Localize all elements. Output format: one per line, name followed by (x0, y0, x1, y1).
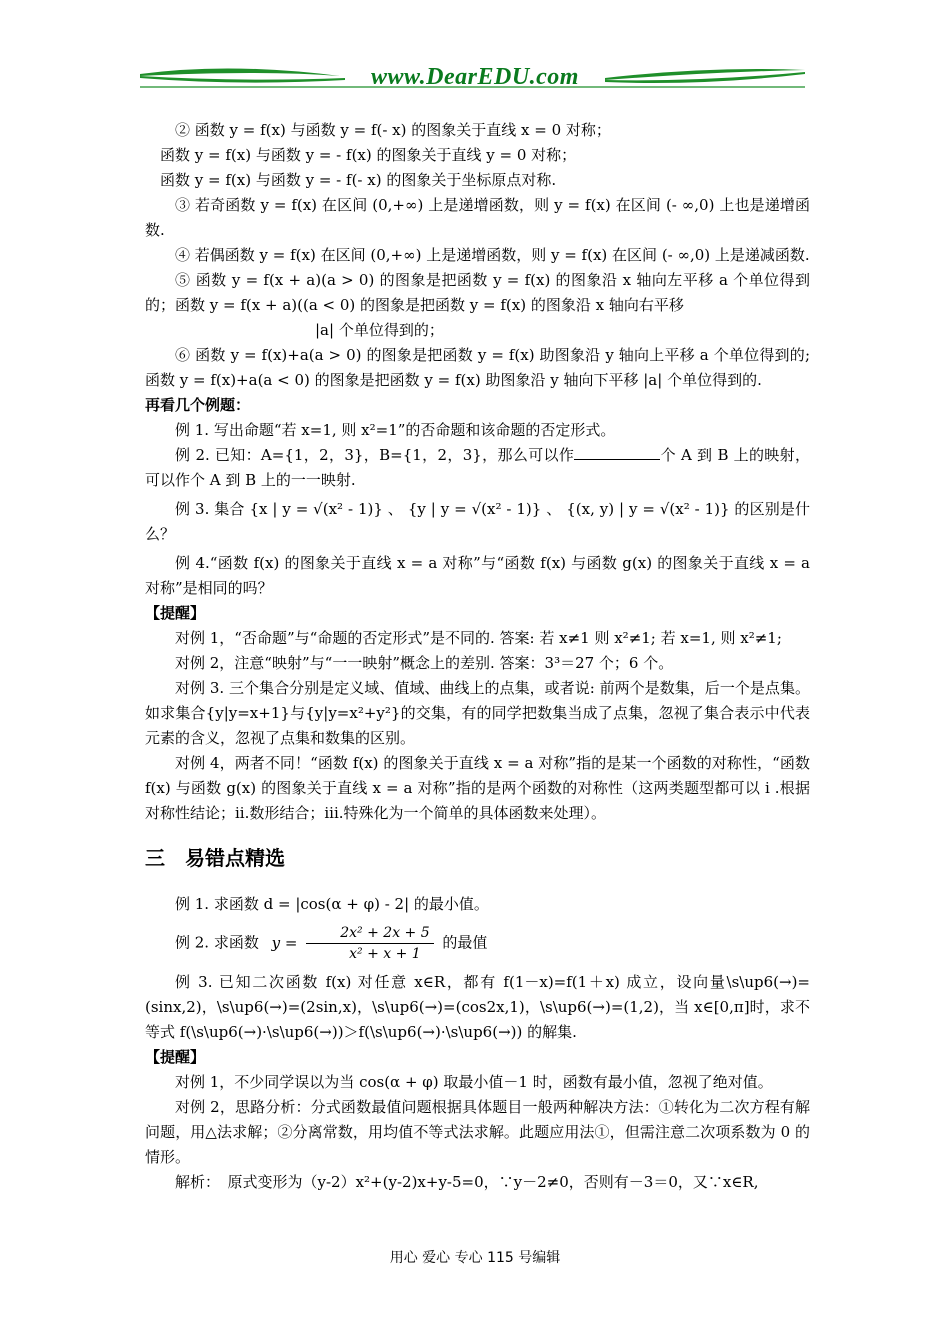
page-header (140, 60, 810, 100)
rule-5-cont: |a| 个单位得到的； (315, 321, 444, 339)
answer-1: 对例 1，不少同学误以为当 cos(α + φ) 取最小值－1 时，函数有最小值，忽视了绝对值。 (175, 1073, 773, 1091)
tip-heading-1: 【提醒】 (145, 604, 206, 622)
tip-heading-2: 【提醒】 (145, 1048, 206, 1066)
answer-blank (574, 445, 660, 460)
example-2-text-b: 个 A 到 B 上的映射，可以作个 A 到 B 上的一一映射. (145, 446, 810, 489)
fraction (306, 923, 433, 964)
rule-2-line-2: 函数 y = f(x) 与函数 y = - f(x) 的图象关于直线 y = 0 对称； (160, 146, 577, 164)
rule-2-line-1: ② 函数 y = f(x) 与函数 y = f(- x) 的图象关于直线 x = 0 对称； (175, 121, 611, 139)
rule-2-line-3: 函数 y = f(x) 与函数 y = - f(- x) 的图象关于坐标原点对称. (160, 171, 557, 189)
example-4: 例 4.“函数 f(x) 的图象关于直线 x = a 对称”与“函数 f(x) 与函数 g(x) 的图象关于直线 x = a 对称”是相同的吗？ (145, 554, 810, 597)
reply-4: 对例 4，两者不同！“函数 f(x) 的图象关于直线 x = a 对称”指的是某一个函数的对称性，“函数 f(x) 与函数 g(x) 的图象关于直线 x = a 对称”指的是两个函数的对称性（这两类题型都可以 i .根据对称性结论；ii.数形结合；iii.特殊化为一个简单的具体函数来处理）。 (145, 754, 810, 822)
reply-1: 对例 1，“否命题”与“命题的否定形式”是不同的. 答案: 若 x≠1 则 x²≠1; 若 x=1, 则 x²≠1; (175, 629, 782, 647)
rule-4: ④ 若偶函数 y = f(x) 在区间 (0,+∞) 上是递增函数，则 y = f(x) 在区间 (- ∞,0) 上是递减函数. (175, 246, 810, 264)
section-title: 三 易错点精选 (145, 846, 285, 870)
document-body (145, 118, 810, 1195)
page-footer: 用心 爱心 专心 115 号编辑 (389, 1250, 561, 1266)
error-example-1: 例 1. 求函数 d = |cos(α + φ) - 2| 的最小值。 (175, 895, 489, 913)
fraction-denominator: x² + x + 1 (349, 946, 421, 962)
site-logo[interactable]: www.DearEDU.com (371, 64, 579, 90)
error-example-2-pre: 例 2. 求函数 (175, 933, 259, 952)
error-example-3: 例 3. 已知二次函数 f(x) 对任意 x∈R，都有 f(1－x)=f(1＋x) 成立，设向量\s\up6(→)=(sinx,2)，\s\up6(→)=(2sin,x)，\s\up6(→)=(cos2x,1)，\s\up6(→)=(1,2)，当 x∈[0,π]时，求不等式 f(\s\up6(→)·\s\up6(→))＞f(\s\up6(→)·\s\up6(→)) 的解集. (145, 973, 810, 1041)
rule-5: ⑤ 函数 y = f(x + a)(a > 0) 的图象是把函数 y = f(x) 的图象沿 x 轴向左平移 a 个单位得到的；函数 y = f(x + a)((a < 0) 的图象是把函数 y = f(x) 的图象沿 x 轴向右平移 (145, 271, 810, 314)
answer-3: 解析： 原式变形为（y-2）x²+(y-2)x+y-5=0，∵y－2≠0，否则有－3＝0，又∵x∈R, (175, 1173, 759, 1191)
examples-heading: 再看几个例题： (145, 396, 251, 414)
example-2-text-a: 例 2. 已知：A={1，2，3}，B={1，2，3}，那么可以作 (175, 446, 575, 464)
fraction-numerator: 2x² + 2x + 5 (306, 923, 433, 944)
example-2 (145, 443, 810, 493)
rule-3: ③ 若奇函数 y = f(x) 在区间 (0,+∞) 上是递增函数，则 y = f(x) 在区间 (- ∞,0) 上也是递增函数. (145, 196, 810, 239)
error-example-2-post: 的最值 (442, 933, 488, 952)
answer-2: 对例 2，思路分析：分式函数最值问题根据具体题目一般两种解决方法：①转化为二次方程有解问题，用△法求解；②分离常数，用均值不等式法求解。此题应用法①，但需注意二次项系数为 0 的情形。 (145, 1098, 810, 1166)
error-example-2-y: y = (271, 933, 298, 952)
example-1: 例 1. 写出命题“若 x=1, 则 x²=1”的否命题和该命题的否定形式。 (175, 421, 616, 439)
error-example-2 (145, 923, 810, 964)
reply-3: 对例 3. 三个集合分别是定义域、值域、曲线上的点集，或者说: 前两个是数集，后一个是点集。如求集合{y|y=x+1}与{y|y=x²+y²}的交集，有的同学把数集当成了点集，忽视了集合表示中代表元素的含义，忽视了点集和数集的区别。 (145, 679, 810, 747)
reply-2: 对例 2，注意“映射”与“一一映射”概念上的差别. 答案：3³＝27 个；6 个。 (175, 654, 674, 672)
example-3: 例 3. 集合 {x | y = √(x² - 1)} 、 {y | y = √(x² - 1)} 、 {(x, y) | y = √(x² - 1)} 的区别是什么？ (145, 500, 810, 543)
rule-6: ⑥ 函数 y = f(x)+a(a > 0) 的图象是把函数 y = f(x) 助图象沿 y 轴向上平移 a 个单位得到的; 函数 y = f(x)+a(a < 0) 的图象是把函数 y = f(x) 助图象沿 y 轴向下平移 |a| 个单位得到的. (145, 346, 810, 389)
